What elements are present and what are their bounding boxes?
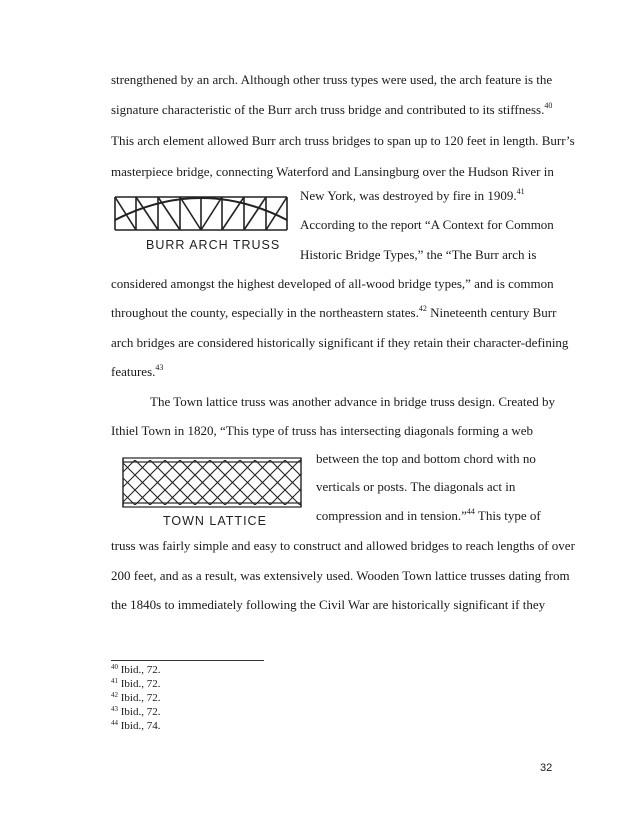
footnote-number: 44 (111, 719, 118, 727)
footnote-ref-44[interactable]: 44 (466, 507, 475, 516)
footnote-number: 41 (111, 677, 118, 685)
body-line-7: Historic Bridge Types,” the “The Burr arch is (300, 247, 537, 262)
body-line-17: truss was fairly simple and easy to construct and allowed bridges to reach lengths of over (111, 538, 575, 553)
body-line-6: According to the report “A Context for Common (300, 217, 554, 232)
town-lattice-diagram (120, 455, 304, 510)
footnote-40 (111, 664, 160, 678)
body-line-2 (111, 102, 552, 120)
body-line-15: verticals or posts. The diagonals act in (316, 479, 516, 494)
burr-arch-truss-caption: BURR ARCH TRUSS (146, 238, 281, 252)
body-line-18: 200 feet, and as a result, was extensively used. Wooden Town lattice trusses dating from (111, 568, 570, 583)
body-line-14: between the top and bottom chord with no (316, 451, 536, 466)
footnote-text: Ibid., 72. (120, 706, 161, 718)
body-line-1: strengthened by an arch. Although other truss types were used, the arch feature is the (111, 72, 553, 87)
footnote-number: 42 (111, 691, 118, 699)
body-line-12: The Town lattice truss was another advance in bridge truss design. Created by (150, 394, 555, 409)
body-line-9 (111, 305, 556, 323)
footnote-text: Ibid., 72. (120, 664, 161, 676)
burr-arch-truss-figure (113, 190, 289, 236)
body-line-9-text-a: throughout the county, especially in the northeastern states. (111, 305, 419, 320)
footnote-text: Ibid., 72. (120, 678, 161, 690)
body-line-13: Ithiel Town in 1820, “This type of truss has intersecting diagonals forming a web (111, 423, 533, 438)
footnote-number: 40 (111, 663, 118, 671)
body-line-11-text: features. (111, 364, 156, 379)
footnote-text: Ibid., 74. (120, 720, 161, 732)
footnote-41 (111, 678, 160, 692)
footnote-number: 43 (111, 705, 118, 713)
footnote-ref-40[interactable]: 40 (544, 101, 553, 110)
body-line-16 (316, 508, 541, 526)
footnote-text: Ibid., 72. (120, 692, 161, 704)
body-line-10: arch bridges are considered historically significant if they retain their character-defining (111, 335, 569, 350)
body-line-5-text: New York, was destroyed by fire in 1909. (300, 188, 517, 203)
body-line-8: considered amongst the highest developed of all-wood bridge types,” and is common (111, 276, 554, 291)
burr-arch-truss-diagram (113, 190, 289, 236)
footnote-44 (111, 720, 160, 734)
body-line-19: the 1840s to immediately following the Civil War are historically significant if they (111, 597, 546, 612)
footnote-ref-42[interactable]: 42 (418, 304, 427, 313)
body-line-16-text-a: compression and in tension.” (316, 508, 467, 523)
body-line-11 (111, 364, 163, 382)
footnote-separator (111, 660, 264, 661)
town-lattice-caption: TOWN LATTICE (163, 514, 267, 528)
footnote-ref-41[interactable]: 41 (516, 187, 525, 196)
body-line-16-text-b: This type of (474, 508, 541, 523)
body-line-3: This arch element allowed Burr arch truss bridges to span up to 120 feet in length. Burr’s (111, 133, 575, 148)
page-number: 32 (540, 762, 553, 774)
body-line-4: masterpiece bridge, connecting Waterford and Lansingburg over the Hudson River in (111, 164, 554, 179)
body-line-9-text-b: Nineteenth century Burr (426, 305, 557, 320)
body-line-5 (300, 188, 525, 206)
footnote-42 (111, 692, 160, 706)
body-line-2-text: signature characteristic of the Burr arch truss bridge and contributed to its stiffness. (111, 102, 545, 117)
town-lattice-figure (120, 455, 304, 510)
footnote-43 (111, 706, 160, 720)
footnote-ref-43[interactable]: 43 (155, 363, 164, 372)
